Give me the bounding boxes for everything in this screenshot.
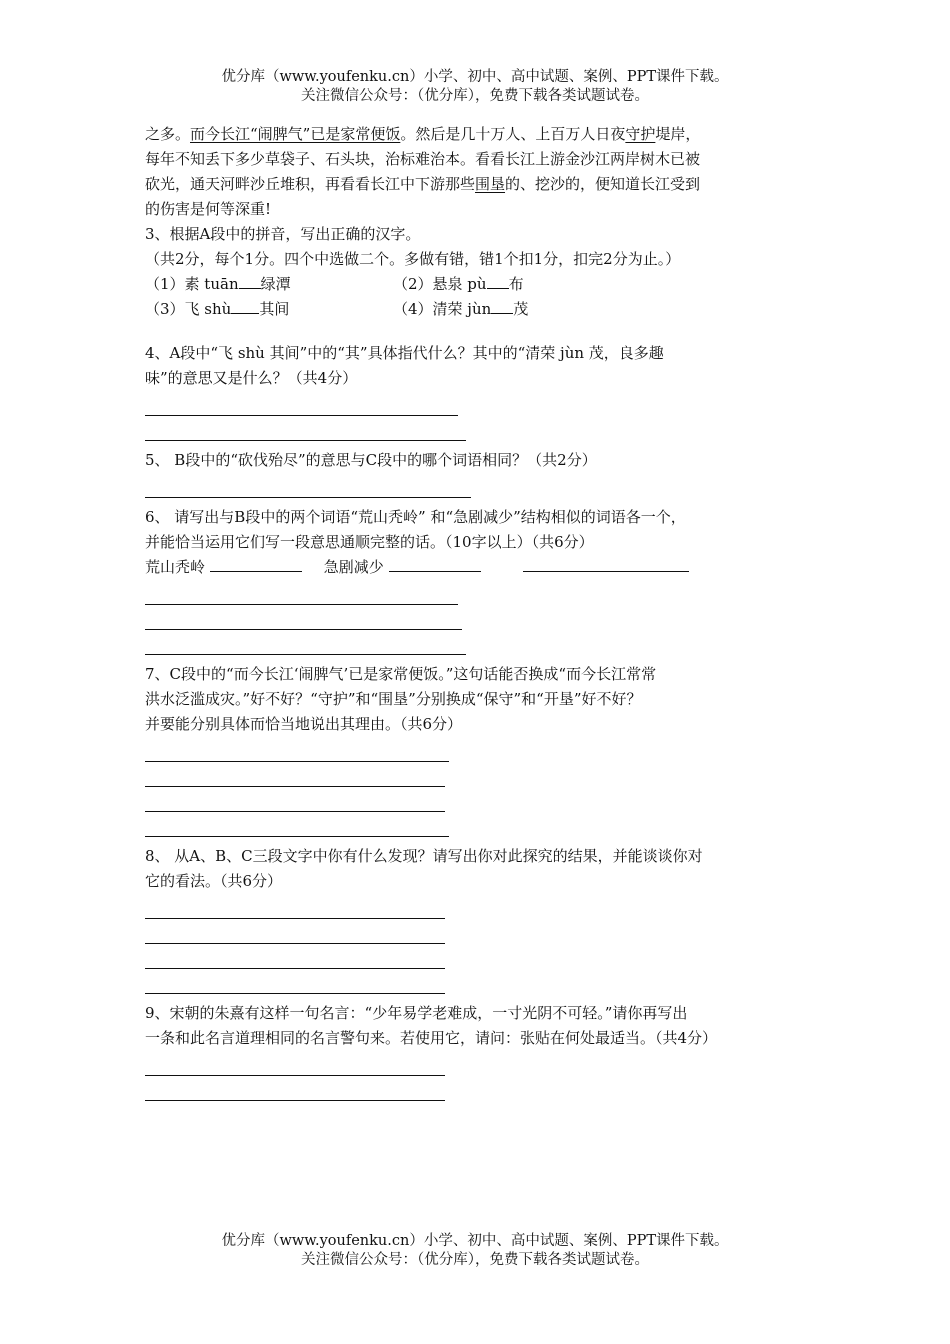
footer-line-2: 关注微信公众号：（优分库），免费下载各类试题试卷。: [301, 1252, 649, 1268]
page-header: [0, 68, 950, 106]
footer-line-1: 优分库（www.youfenku.cn）小学、初中、高中试题、案例、PPT课件下载。: [221, 1233, 729, 1249]
answer-line[interactable]: [145, 918, 445, 919]
answer-line[interactable]: [145, 604, 458, 605]
answer-line[interactable]: [145, 415, 458, 416]
question-3-title: 3、根据A段中的拼音，写出正确的汉字。: [145, 225, 421, 243]
answer-line[interactable]: [145, 786, 445, 787]
question-3-note: （共2分，每个1分。四个中选做二个。多做有错，错1个扣1分，扣完2分为止。）: [145, 250, 681, 268]
underlined-word-shouhu: 守护: [625, 125, 656, 143]
word-huangshan: 荒山秃岭: [145, 558, 206, 576]
question-7: 7、C段中的“而今长江‘闹脾气’已是家常便饭。”这句话能否换成“而今长江常常 洪水泛滥成灾。”好不好？“守护”和“围垦”分别换成“保守”和“开垦”好不好？ 并要能分别具体而恰当地说出其理由。（共6分）: [145, 662, 805, 837]
answer-line[interactable]: [145, 761, 449, 762]
answer-line[interactable]: [145, 497, 471, 498]
answer-line[interactable]: [145, 943, 445, 944]
answer-blank[interactable]: [491, 299, 513, 314]
answer-blank[interactable]: [231, 299, 259, 314]
question-8: 8、 从A、B、C三段文字中你有什么发现？请写出你对此探究的结果，并能谈谈你对 它的看法。（共6分）: [145, 844, 805, 994]
answer-line[interactable]: [145, 1075, 445, 1076]
question-5: 5、 B段中的“砍伐殆尽”的意思与C段中的哪个词语相同？（共2分）: [145, 451, 597, 469]
underlined-word-weiken: 围垦: [475, 175, 506, 193]
question-6: 6、 请写出与B段中的两个词语“荒山秃岭” 和“急剧减少”结构相似的词语各一个， 并能恰当运用它们写一段意思通顺完整的话。（10字以上）（共6分） 荒山秃岭 急剧减少: [145, 505, 805, 655]
header-line-1: 优分库（www.youfenku.cn）小学、初中、高中试题、案例、PPT课件下载。: [221, 69, 729, 85]
document-body: [145, 122, 805, 1101]
answer-line[interactable]: [145, 836, 449, 837]
question-4: 4、A段中“飞 shù 其间”中的“其”具体指代什么？其中的“清荣 jùn 茂，良多趣 味”的意思又是什么？（共4分）: [145, 341, 805, 441]
answer-line[interactable]: [145, 1100, 445, 1101]
answer-blank[interactable]: [523, 557, 689, 572]
answer-blank[interactable]: [487, 274, 509, 289]
passage-c: 之多。而今长江“闹脾气”已是家常便饭。然后是几十万人、上百万人日夜守护堤岸， 每年不知丢下多少草袋子、石头块，治标难治本。看看长江上游金沙江两岸树木已被 砍光，通天河畔沙丘堆积，再看看长江中下游那些围垦的、挖沙的，便知道长江受到 的伤害是何等深重!: [145, 125, 701, 218]
question-3: 3、根据A段中的拼音，写出正确的汉字。 （共2分，每个1分。四个中选做二个。多做有错，错1个扣1分，扣完2分为止。） （1）素 tuān 绿潭 （2）悬泉 pù 布 （3）飞 shù 其间 （4）清荣 jùn 茂: [145, 222, 805, 322]
answer-line[interactable]: [145, 654, 466, 655]
word-jiju: 急剧减少: [323, 558, 384, 576]
answer-line[interactable]: [145, 993, 445, 994]
answer-line[interactable]: [145, 968, 445, 969]
answer-blank[interactable]: [239, 274, 261, 289]
answer-blank[interactable]: [389, 557, 481, 572]
underlined-sentence: 而今长江“闹脾气”已是家常便饭: [190, 125, 401, 143]
header-line-2: 关注微信公众号：（优分库），免费下载各类试题试卷。: [301, 88, 649, 104]
answer-line[interactable]: [145, 811, 445, 812]
answer-line[interactable]: [145, 440, 466, 441]
question-9: 9、宋朝的朱熹有这样一句名言：“少年易学老难成，一寸光阴不可轻。”请你再写出 一条和此名言道理相同的名言警句来。若使用它，请问：张贴在何处最适当。（共4分）: [145, 1001, 805, 1101]
answer-line[interactable]: [145, 629, 462, 630]
page-footer: [0, 1232, 950, 1270]
answer-blank[interactable]: [210, 557, 302, 572]
